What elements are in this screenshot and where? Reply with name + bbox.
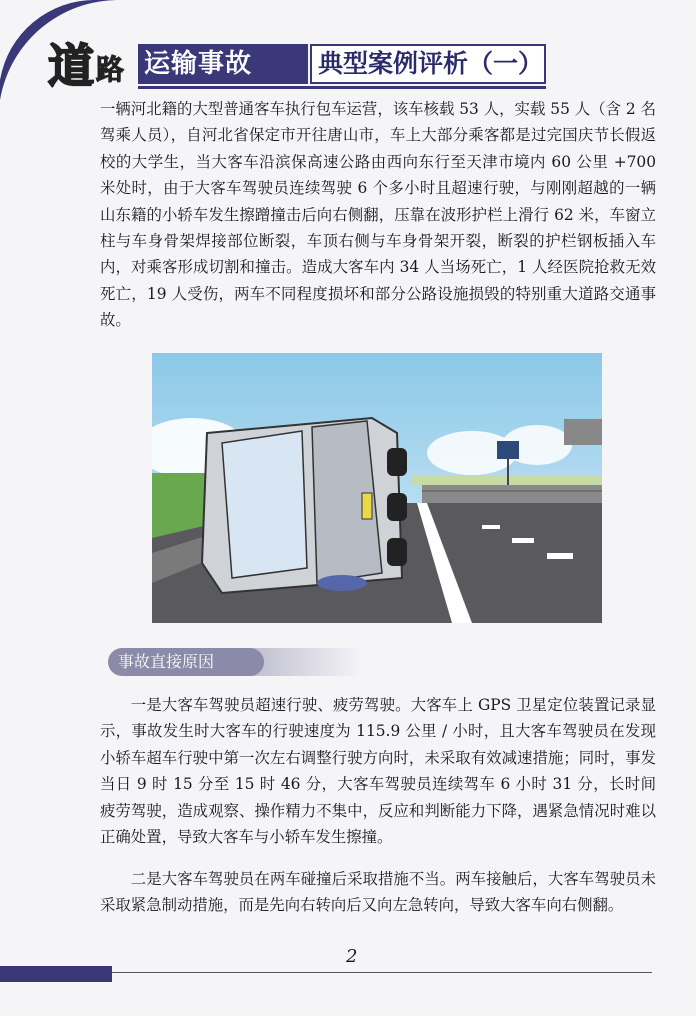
intro-paragraph: 一辆河北籍的大型普通客车执行包车运营，该车核载 53 人，实载 55 人（含 2 名驾乘人员），自河北省保定市开往唐山市，车上大部分乘客都是过完国庆节长假返校的大学生，当大客车沿滨保高速公路由西向东行至天津市境内 60 公里 +700 米处时，由于大客车驾驶员连续驾驶 6 个多小时且超速行驶，与刚刚超越的一辆山东籍的小轿车发生擦蹭撞击后向右侧翻，压靠在波形护栏上滑行 62 米，车窗立柱与车身骨架焊接部位断裂，车顶右侧与车身骨架开裂，断裂的护栏钢板插入车内，对乘客形成切割和撞击。造成大客车内 34 人当场死亡，1 人经医院抢救无效死亡，19 人受伤，两车不同程度损坏和部分公路设施损毁的特别重大道路交通事故。 (100, 100, 656, 330)
title-box-cases: 典型案例评析（一） (310, 44, 546, 84)
title-first-char: 道 (48, 39, 92, 93)
title-box-transport: 运输事故 (138, 44, 308, 84)
title-underline (138, 86, 546, 89)
page-number: 2 (346, 946, 358, 967)
accident-illustration (152, 353, 602, 623)
title-second-char: 路 (96, 53, 125, 86)
footer-line (112, 972, 652, 973)
cause-paragraph-2: 二是大客车驾驶员在两车碰撞后采取措施不当。两车接触后，大客车驾驶员未采取紧急制动措施，而是先向右转向后又向左急转向，导致大客车向右侧翻。 (100, 870, 656, 915)
overturned-bus (202, 418, 407, 593)
footer-bar (0, 966, 112, 982)
cause-paragraph-1: 一是大客车驾驶员超速行驶、疲劳驾驶。大客车上 GPS 卫星定位装置记录显示，事故发生时大客车的行驶速度为 115.9 公里 / 小时，且大客车驾驶员在发现小轿车超车行驶中第一次左右调整行驶方向时，未采取有效减速措施；同时，事发当日 9 时 15 分至 15 时 46 分，大客车驾驶员连续驾车 6 小时 31 分，长时间疲劳驾驶，造成观察、操作精力不集中，反应和判断能力下降，遇紧急情况时难以正确处置，导致大客车与小轿车发生擦撞。 (100, 696, 656, 847)
section-label-direct-cause: 事故直接原因 (108, 648, 264, 676)
page-title (40, 30, 560, 93)
